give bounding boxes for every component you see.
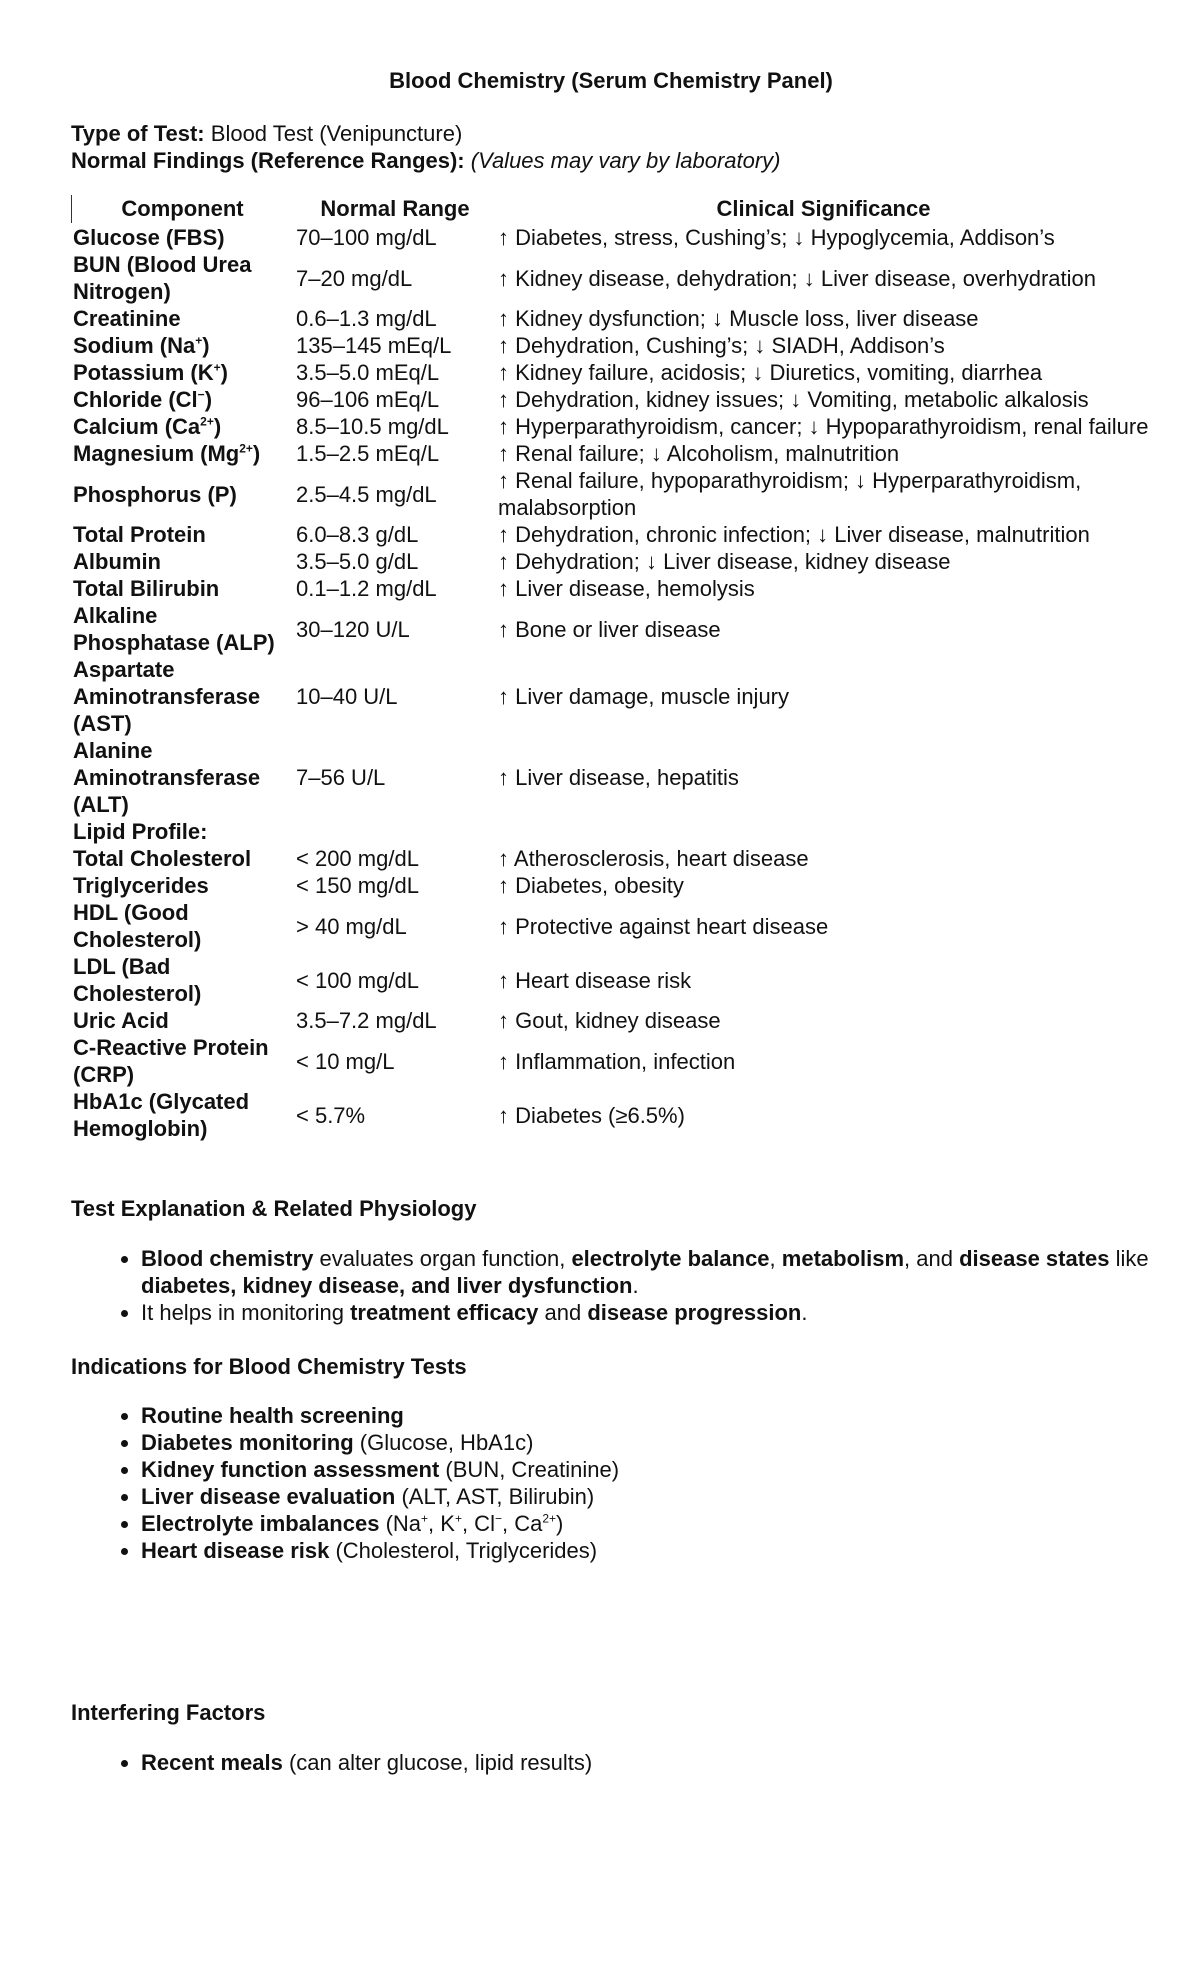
item-detail: (Glucose, HbA1c) — [353, 1430, 534, 1456]
ion-charge: + — [213, 361, 221, 376]
list-item — [141, 1456, 1151, 1483]
text-run: . — [632, 1272, 639, 1298]
clinical-significance-cell: ↑ Renal failure; ↓ Alcoholism, malnutrition — [498, 441, 900, 467]
normal-range-cell: 6.0–8.3 g/dL — [296, 522, 419, 548]
normal-range-cell: 8.5–10.5 mg/dL — [296, 414, 449, 440]
clinical-significance-cell: ↑ Liver disease, hepatitis — [498, 765, 739, 791]
table-row — [71, 845, 1151, 872]
ion-charge: 2+ — [542, 1511, 557, 1526]
text-run: . — [801, 1299, 808, 1325]
component-name: HDL (Good Cholesterol) — [73, 900, 202, 953]
clinical-significance-cell: ↑ Inflammation, infection — [498, 1048, 736, 1074]
table-row — [71, 818, 1151, 845]
component-name: Aspartate Aminotransferase (AST) — [73, 657, 261, 737]
component-cell — [71, 413, 294, 440]
bold-text: electrolyte balance — [571, 1245, 770, 1271]
ion-charge: 2+ — [239, 442, 253, 457]
explanation-bullet — [141, 1299, 1151, 1326]
clinical-significance-cell: ↑ Liver damage, muscle injury — [498, 684, 790, 710]
table-row — [71, 602, 1151, 656]
clinical-significance-cell: ↑ Dehydration, chronic infection; ↓ Liver disease, malnutrition — [498, 522, 1090, 548]
component-cell — [71, 899, 294, 953]
component-close: ) — [202, 333, 210, 359]
normal-range-cell: 70–100 mg/dL — [296, 225, 437, 251]
table-row — [71, 251, 1151, 305]
header-component-label: Component — [121, 196, 244, 222]
item-detail: (Na — [379, 1511, 422, 1537]
bold-text: metabolism — [781, 1245, 905, 1271]
table-row — [71, 899, 1151, 953]
table-row — [71, 548, 1151, 575]
table-row — [71, 413, 1151, 440]
item-detail: (Cholesterol, Triglycerides) — [329, 1538, 598, 1564]
type-of-test-label: Type of Test: — [71, 121, 205, 147]
component-cell — [71, 521, 294, 548]
component-cell — [71, 467, 294, 521]
component-name: Phosphorus (P) — [73, 481, 237, 507]
normal-range-cell: < 200 mg/dL — [296, 846, 419, 872]
item-detail: (ALT, AST, Bilirubin) — [395, 1484, 595, 1510]
component-cell — [71, 845, 294, 872]
text-run: , and — [904, 1245, 960, 1271]
clinical-significance-cell: ↑ Renal failure, hypoparathyroidism; ↓ Hyperparathyroidism, malabsorption — [498, 468, 1082, 521]
explanation-bullet — [141, 1245, 1151, 1299]
normal-findings-line — [71, 147, 1151, 174]
list-item — [141, 1749, 1151, 1776]
component-cell — [71, 737, 294, 818]
list-item — [141, 1402, 1151, 1429]
component-name: Sodium (Na — [73, 333, 196, 359]
clinical-significance-cell: ↑ Bone or liver disease — [498, 616, 721, 642]
component-cell — [71, 818, 294, 845]
item-bold: Diabetes monitoring — [141, 1430, 354, 1456]
list-item — [141, 1429, 1151, 1456]
header-component — [71, 192, 294, 224]
component-name: Potassium (K — [73, 360, 214, 386]
text-run: and — [538, 1299, 588, 1325]
component-name: Uric Acid — [73, 1008, 169, 1034]
normal-range-cell: < 10 mg/L — [296, 1048, 395, 1074]
normal-range-cell: 96–106 mEq/L — [296, 387, 440, 413]
table-row — [71, 467, 1151, 521]
bold-text: diabetes, kidney disease, and liver dysfunction — [141, 1272, 633, 1298]
item-detail: ) — [556, 1511, 564, 1537]
normal-range-cell — [294, 818, 496, 845]
normal-range-cell: 30–120 U/L — [296, 616, 410, 642]
item-bold: Liver disease evaluation — [141, 1484, 396, 1510]
table-row — [71, 224, 1151, 251]
component-name: Alkaline Phosphatase (ALP) — [73, 603, 275, 656]
ion-charge: − — [197, 388, 205, 403]
item-detail: , Cl — [461, 1511, 495, 1537]
component-cell — [71, 224, 294, 251]
text-run: like — [1109, 1245, 1149, 1271]
clinical-significance-cell: ↑ Kidney failure, acidosis; ↓ Diuretics, vomiting, diarrhea — [498, 360, 1043, 386]
bold-text: Blood chemistry — [141, 1245, 314, 1271]
component-name: Total Bilirubin — [73, 576, 220, 602]
item-detail: (can alter glucose, lipid results) — [282, 1749, 593, 1775]
clinical-significance-cell — [496, 818, 1151, 845]
type-of-test-value: Blood Test (Venipuncture) — [210, 121, 463, 147]
type-of-test-line — [71, 120, 1151, 147]
ion-charge: 2+ — [200, 415, 214, 430]
normal-range-cell: 10–40 U/L — [296, 684, 398, 710]
clinical-significance-cell: ↑ Hyperparathyroidism, cancer; ↓ Hypoparathyroidism, renal failure — [498, 414, 1149, 440]
component-cell — [71, 656, 294, 737]
clinical-significance-cell: ↑ Atherosclerosis, heart disease — [498, 846, 809, 872]
text-run: , — [769, 1245, 782, 1271]
clinical-significance-cell: ↑ Diabetes, obesity — [498, 873, 684, 899]
component-name: Magnesium (Mg — [73, 441, 240, 467]
text-run: evaluates organ function, — [313, 1245, 572, 1271]
component-name: HbA1c (Glycated Hemoglobin) — [73, 1089, 250, 1142]
indications-heading: Indications for Blood Chemistry Tests — [71, 1353, 467, 1379]
normal-findings-note: (Values may vary by laboratory) — [470, 148, 781, 174]
table-row — [71, 359, 1151, 386]
explanation-list — [71, 1245, 1151, 1326]
component-name: Triglycerides — [73, 873, 209, 899]
table-row — [71, 1007, 1151, 1034]
component-name: Albumin — [73, 549, 161, 575]
list-item — [141, 1510, 1151, 1537]
table-row — [71, 440, 1151, 467]
component-name: Creatinine — [73, 306, 181, 332]
document-title: Blood Chemistry (Serum Chemistry Panel) — [389, 68, 833, 93]
item-detail: , K — [428, 1511, 455, 1537]
normal-range-cell: 0.1–1.2 mg/dL — [296, 576, 437, 602]
component-close: ) — [213, 414, 222, 440]
item-bold: Heart disease risk — [141, 1538, 330, 1564]
table-row — [71, 386, 1151, 413]
item-bold: Electrolyte imbalances — [141, 1511, 380, 1537]
normal-range-cell: 135–145 mEq/L — [296, 333, 452, 359]
table-row — [71, 332, 1151, 359]
component-name: LDL (Bad Cholesterol) — [73, 954, 202, 1007]
normal-range-cell: 3.5–7.2 mg/dL — [296, 1008, 437, 1034]
reference-range-table — [71, 192, 1151, 1142]
normal-range-cell: 1.5–2.5 mEq/L — [296, 441, 440, 467]
clinical-significance-cell: ↑ Diabetes, stress, Cushing’s; ↓ Hypoglycemia, Addison’s — [498, 225, 1055, 251]
text-run: It helps in monitoring — [141, 1299, 351, 1325]
normal-range-cell: < 150 mg/dL — [296, 873, 419, 899]
table-body — [71, 224, 1151, 1142]
item-bold: Recent meals — [141, 1749, 283, 1775]
item-bold: Routine health screening — [141, 1403, 404, 1429]
ion-charge: + — [421, 1511, 429, 1526]
component-name: Chloride (Cl — [73, 387, 198, 413]
component-name: Total Cholesterol — [73, 846, 252, 872]
list-item — [141, 1537, 1151, 1564]
document-page — [71, 68, 1151, 1776]
table-row — [71, 305, 1151, 332]
normal-findings-label: Normal Findings (Reference Ranges): — [71, 148, 465, 174]
clinical-significance-cell: ↑ Kidney disease, dehydration; ↓ Liver disease, overhydration — [498, 265, 1097, 291]
normal-range-cell: 7–56 U/L — [296, 765, 386, 791]
component-cell — [71, 602, 294, 656]
bold-text: disease progression — [587, 1299, 802, 1325]
clinical-significance-cell: ↑ Dehydration, Cushing’s; ↓ SIADH, Addison’s — [498, 333, 945, 359]
component-cell — [71, 548, 294, 575]
clinical-significance-cell: ↑ Liver disease, hemolysis — [498, 576, 755, 602]
component-cell — [71, 872, 294, 899]
table-row — [71, 1034, 1151, 1088]
interfering-list — [71, 1749, 1151, 1776]
item-bold: Kidney function assessment — [141, 1457, 440, 1483]
normal-range-cell: < 100 mg/dL — [296, 967, 419, 993]
component-name: Alanine Aminotransferase (ALT) — [73, 738, 261, 818]
normal-range-cell: 3.5–5.0 mEq/L — [296, 360, 440, 386]
component-cell — [71, 440, 294, 467]
component-cell — [71, 251, 294, 305]
header-divider — [71, 195, 72, 223]
clinical-significance-cell: ↑ Dehydration; ↓ Liver disease, kidney disease — [498, 549, 951, 575]
table-row — [71, 872, 1151, 899]
ion-charge: − — [494, 1511, 502, 1526]
item-detail: (BUN, Creatinine) — [439, 1457, 620, 1483]
component-close: ) — [252, 441, 261, 467]
clinical-significance-cell: ↑ Diabetes (≥6.5%) — [498, 1102, 685, 1128]
normal-range-cell: 0.6–1.3 mg/dL — [296, 306, 437, 332]
component-cell — [71, 359, 294, 386]
normal-range-cell: > 40 mg/dL — [296, 913, 407, 939]
component-cell — [71, 1088, 294, 1142]
clinical-significance-cell: ↑ Protective against heart disease — [498, 913, 829, 939]
clinical-significance-cell: ↑ Gout, kidney disease — [498, 1008, 721, 1034]
component-name: Calcium (Ca — [73, 414, 201, 440]
normal-range-cell: 3.5–5.0 g/dL — [296, 549, 419, 575]
header-clinical-significance: Clinical Significance — [716, 196, 931, 222]
clinical-significance-cell: ↑ Dehydration, kidney issues; ↓ Vomiting, metabolic alkalosis — [498, 387, 1089, 413]
table-row — [71, 656, 1151, 737]
item-detail: , Ca — [501, 1511, 543, 1537]
table-row — [71, 953, 1151, 1007]
table-row — [71, 575, 1151, 602]
component-cell — [71, 575, 294, 602]
component-name: C-Reactive Protein (CRP) — [73, 1035, 269, 1088]
component-name: Lipid Profile: — [73, 819, 208, 845]
clinical-significance-cell: ↑ Heart disease risk — [498, 967, 692, 993]
component-cell — [71, 386, 294, 413]
component-cell — [71, 305, 294, 332]
explanation-heading: Test Explanation & Related Physiology — [71, 1196, 477, 1222]
component-name: Glucose (FBS) — [73, 225, 225, 251]
bold-text: disease states — [959, 1245, 1110, 1271]
component-name: BUN (Blood Urea Nitrogen) — [73, 252, 252, 305]
component-cell — [71, 1034, 294, 1088]
component-name: Total Protein — [73, 522, 206, 548]
component-close: ) — [204, 387, 213, 413]
normal-range-cell: 2.5–4.5 mg/dL — [296, 481, 437, 507]
clinical-significance-cell: ↑ Kidney dysfunction; ↓ Muscle loss, liver disease — [498, 306, 979, 332]
table-row — [71, 737, 1151, 818]
normal-range-cell: < 5.7% — [296, 1102, 366, 1128]
interfering-heading: Interfering Factors — [71, 1700, 266, 1726]
component-close: ) — [220, 360, 228, 386]
bold-text: treatment efficacy — [350, 1299, 539, 1325]
list-item — [141, 1483, 1151, 1510]
ion-charge: + — [454, 1511, 462, 1526]
normal-range-cell: 7–20 mg/dL — [296, 265, 413, 291]
table-header-row — [71, 192, 1151, 224]
component-cell — [71, 1007, 294, 1034]
component-cell — [71, 953, 294, 1007]
table-row — [71, 521, 1151, 548]
component-cell — [71, 332, 294, 359]
header-normal-range: Normal Range — [320, 196, 470, 222]
ion-charge: + — [195, 334, 203, 349]
table-row — [71, 1088, 1151, 1142]
indications-list — [71, 1402, 1151, 1564]
